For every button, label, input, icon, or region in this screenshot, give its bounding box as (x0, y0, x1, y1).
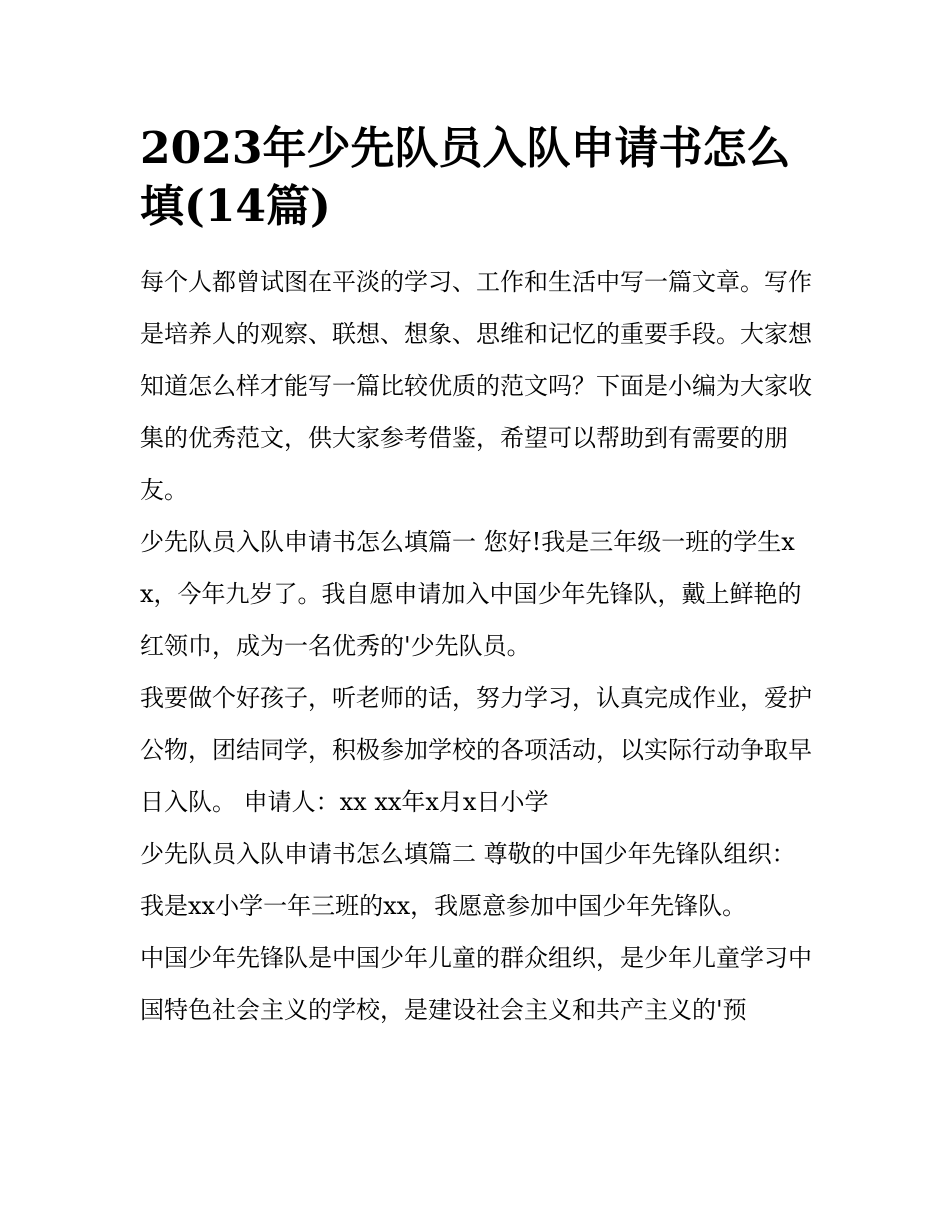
paragraph-application-one: 少先队员入队申请书怎么填篇一 您好!我是三年级一班的学生xx，今年九岁了。我自愿申请加入中国少年先锋队，戴上鲜艳的红领巾，成为一名优秀的'少先队员。 (140, 528, 802, 660)
document-body (140, 256, 812, 1036)
paragraph-application-two: 少先队员入队申请书怎么填篇二 尊敬的中国少年先锋队组织： 我是xx小学一年三班的xx，我愿意参加中国少年先锋队。 (140, 840, 796, 920)
paragraph-about-pioneers: 中国少年先锋队是中国少年儿童的群众组织，是少年儿童学习中国特色社会主义的学校，是建设社会主义和共产主义的'预 (140, 944, 812, 1024)
document-title: 2023年少先队员入队申请书怎么填(14篇) (140, 123, 791, 232)
paragraph-promise: 我要做个好孩子，听老师的话，努力学习，认真完成作业，爱护公物，团结同学，积极参加学校的各项活动，以实际行动争取早日入队。 申请人：xx xx年x月x日小学 (140, 684, 812, 816)
paragraph-intro: 每个人都曾试图在平淡的学习、工作和生活中写一篇文章。写作是培养人的观察、联想、想象、思维和记忆的重要手段。大家想知道怎么样才能写一篇比较优质的范文吗？下面是小编为大家收集的优秀范文，供大家参考借鉴，希望可以帮助到有需要的朋友。 (140, 268, 812, 504)
document-page (140, 0, 812, 1036)
